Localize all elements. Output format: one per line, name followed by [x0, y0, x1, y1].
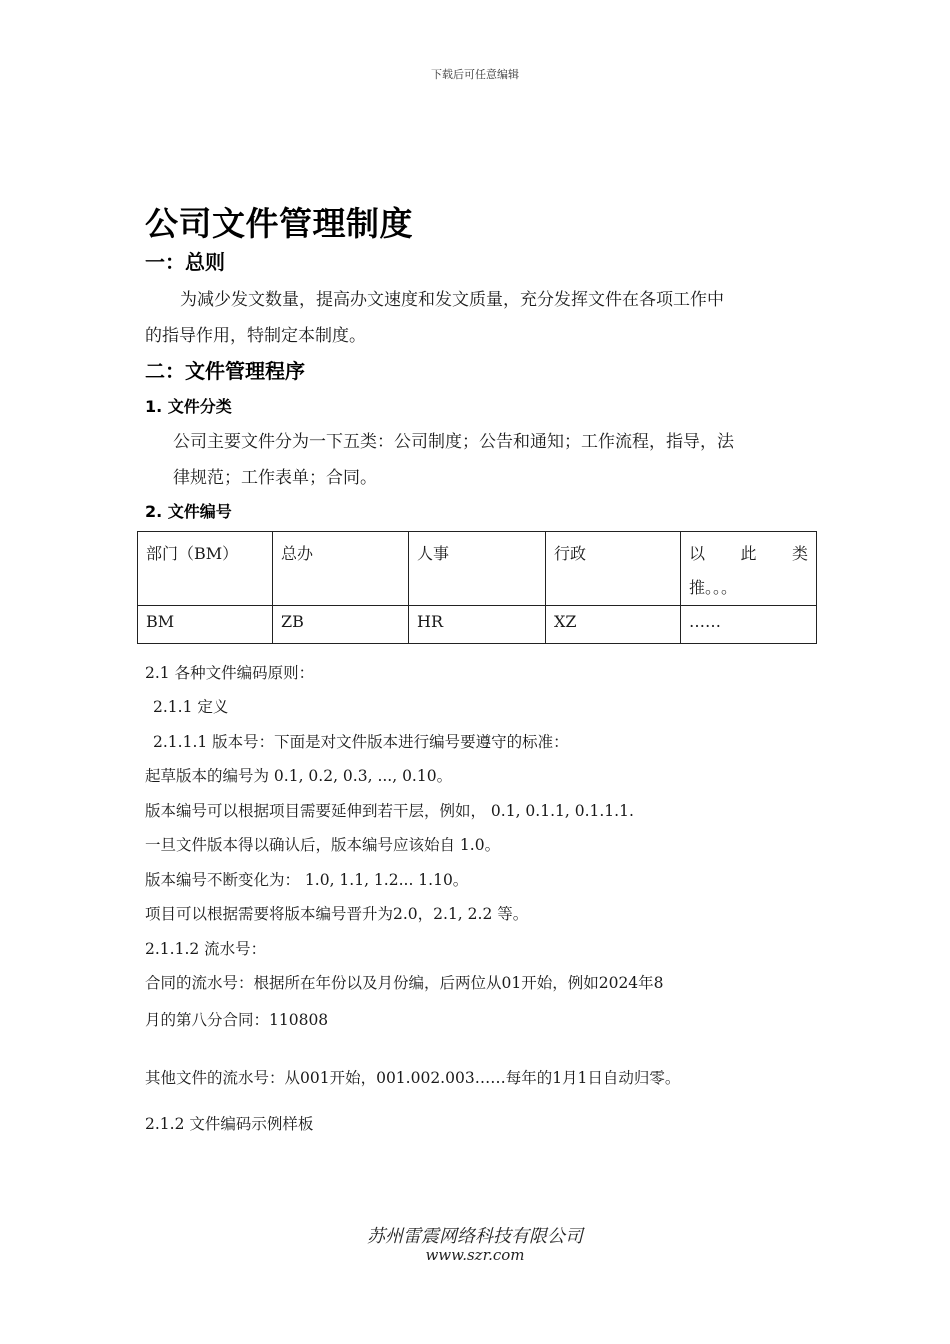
department-code-table — [137, 531, 817, 644]
table-cell: HR — [409, 606, 546, 644]
table-cell: 部门（BM） — [138, 532, 273, 606]
table-cell: XZ — [546, 606, 681, 644]
table-cell: …… — [681, 606, 817, 644]
cell-tail: 推。。。 — [689, 578, 738, 597]
general-paragraph-line-1: 为减少发文数量，提高办文速度和发文质量，充分发挥文件在各项工作中 — [180, 290, 724, 310]
text-line: 2.1 各种文件编码原则： — [145, 664, 315, 682]
footer-url: www.szr.com — [425, 1246, 525, 1264]
page-header-note: 下载后可任意编辑 — [431, 68, 519, 81]
section-heading-procedure: 二：文件管理程序 — [145, 359, 305, 383]
text-line: 其他文件的流水号：从001开始，001.002.003……每年的1月1日自动归零。 — [145, 1069, 681, 1087]
cell-word: 类 — [791, 544, 808, 563]
cell-word: 以 — [689, 544, 706, 563]
text-line: 项目可以根据需要将版本编号晋升为2.0，2.1, 2.2 等。 — [145, 905, 529, 923]
text-line: 2.1.2 文件编码示例样板 — [145, 1115, 314, 1133]
text-line: 版本编号可以根据项目需要延伸到若干层，例如， 0.1, 0.1.1, 0.1.1.1. — [145, 802, 634, 820]
cell-word: 此 — [740, 544, 757, 563]
table-cell: 人事 — [409, 532, 546, 606]
text-line: 起草版本的编号为 0.1, 0.2, 0.3, ..., 0.10。 — [145, 767, 453, 785]
classification-text-line-2: 律规范；工作表单；合同。 — [173, 468, 377, 488]
text-line: 2.1.1.1 版本号：下面是对文件版本进行编号要遵守的标准： — [153, 733, 569, 751]
section-heading-general: 一：总则 — [145, 250, 225, 274]
table-cell — [681, 532, 817, 606]
justified-line — [689, 537, 808, 571]
text-line: 2.1.1 定义 — [153, 698, 229, 716]
text-line: 合同的流水号：根据所在年份以及月份编，后两位从01开始，例如2024年8 — [145, 974, 664, 992]
subsection-heading-classification: 1. 文件分类 — [145, 397, 232, 416]
subsection-heading-numbering: 2. 文件编号 — [145, 502, 232, 521]
document-title: 公司文件管理制度 — [145, 204, 413, 243]
text-line: 一旦文件版本得以确认后，版本编号应该始自 1.0。 — [145, 836, 501, 854]
text-line: 版本编号不断变化为： 1.0, 1.1, 1.2... 1.10。 — [145, 871, 469, 889]
table-cell: ZB — [273, 606, 409, 644]
general-paragraph-line-2: 的指导作用，特制定本制度。 — [145, 326, 366, 346]
table-cell: BM — [138, 606, 273, 644]
classification-text-line-1: 公司主要文件分为一下五类：公司制度；公告和通知；工作流程，指导，法 — [173, 432, 734, 452]
footer-company-name: 苏州雷震网络科技有限公司 — [367, 1226, 583, 1247]
table-row — [138, 606, 817, 644]
table-cell: 总办 — [273, 532, 409, 606]
text-line: 月的第八分合同：110808 — [145, 1011, 329, 1029]
table-row — [138, 532, 817, 606]
text-line: 2.1.1.2 流水号： — [145, 940, 267, 958]
table-cell: 行政 — [546, 532, 681, 606]
